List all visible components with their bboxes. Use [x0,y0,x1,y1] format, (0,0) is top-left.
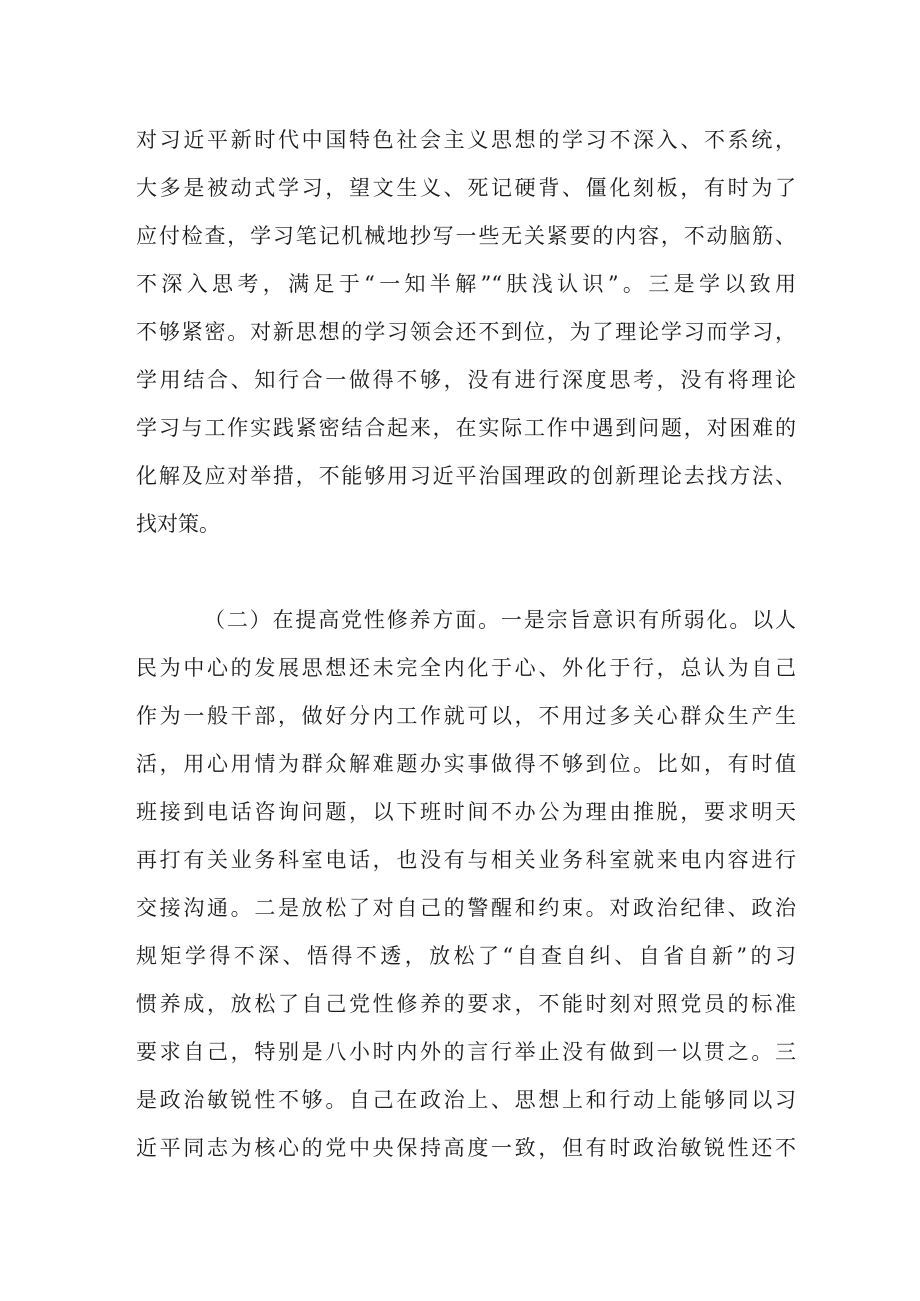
paragraph-1-line: 应付检查，学习笔记机械地抄写一些无关紧要的内容，不动脑筋、 [136,224,796,248]
paragraph-1 [136,116,796,548]
paragraph-2-line: 规矩学得不深、悟得不透，放松了“自查自纠、自省自新”的习 [136,944,796,968]
paragraph-1-line: 找对策。 [136,512,220,536]
paragraph-1-line: 大多是被动式学习，望文生义、死记硬背、僵化刻板，有时为了 [136,176,796,200]
paragraph-2-line: 作为一般干部，做好分内工作就可以，不用过多关心群众生产生 [136,704,796,728]
paragraph-1-line: 学习与工作实践紧密结合起来，在实际工作中遇到问题，对困难的 [136,416,796,440]
paragraph-1-line: 化解及应对举措，不能够用习近平治国理政的创新理论去找方法、 [136,464,796,488]
paragraph-1-line: 学用结合、知行合一做得不够，没有进行深度思考，没有将理论 [136,368,796,392]
paragraph-2-line: 近平同志为核心的党中央保持高度一致，但有时政治敏锐性还不 [136,1136,796,1160]
paragraph-2-line: 班接到电话咨询问题，以下班时间不办公为理由推脱，要求明天 [136,800,796,824]
paragraph-2-line: 再打有关业务科室电话，也没有与相关业务科室就来电内容进行 [136,848,796,872]
paragraph-2-line: 是政治敏锐性不够。自己在政治上、思想上和行动上能够同以习 [136,1088,796,1112]
paragraph-2-line: 要求自己，特别是八小时内外的言行举止没有做到一以贯之。三 [136,1040,796,1064]
paragraph-1-line: 不深入思考，满足于“一知半解”“肤浅认识”。三是学以致用 [136,272,796,296]
paragraph-1-line: 不够紧密。对新思想的学习领会还不到位，为了理论学习而学习， [136,320,796,344]
paragraph-1-line: 对习近平新时代中国特色社会主义思想的学习不深入、不系统， [136,128,796,152]
paragraph-2-line: 活，用心用情为群众解难题办实事做得不够到位。比如，有时值 [136,752,796,776]
paragraph-2-line: 惯养成，放松了自己党性修养的要求，不能时刻对照党员的标准 [136,992,796,1016]
paragraph-2-line: （二）在提高党性修养方面。一是宗旨意识有所弱化。以人 [204,608,796,632]
paragraph-2 [136,596,796,1172]
paragraph-2-line: 交接沟通。二是放松了对自己的警醒和约束。对政治纪律、政治 [136,896,796,920]
paragraph-2-line: 民为中心的发展思想还未完全内化于心、外化于行，总认为自己 [136,656,796,680]
